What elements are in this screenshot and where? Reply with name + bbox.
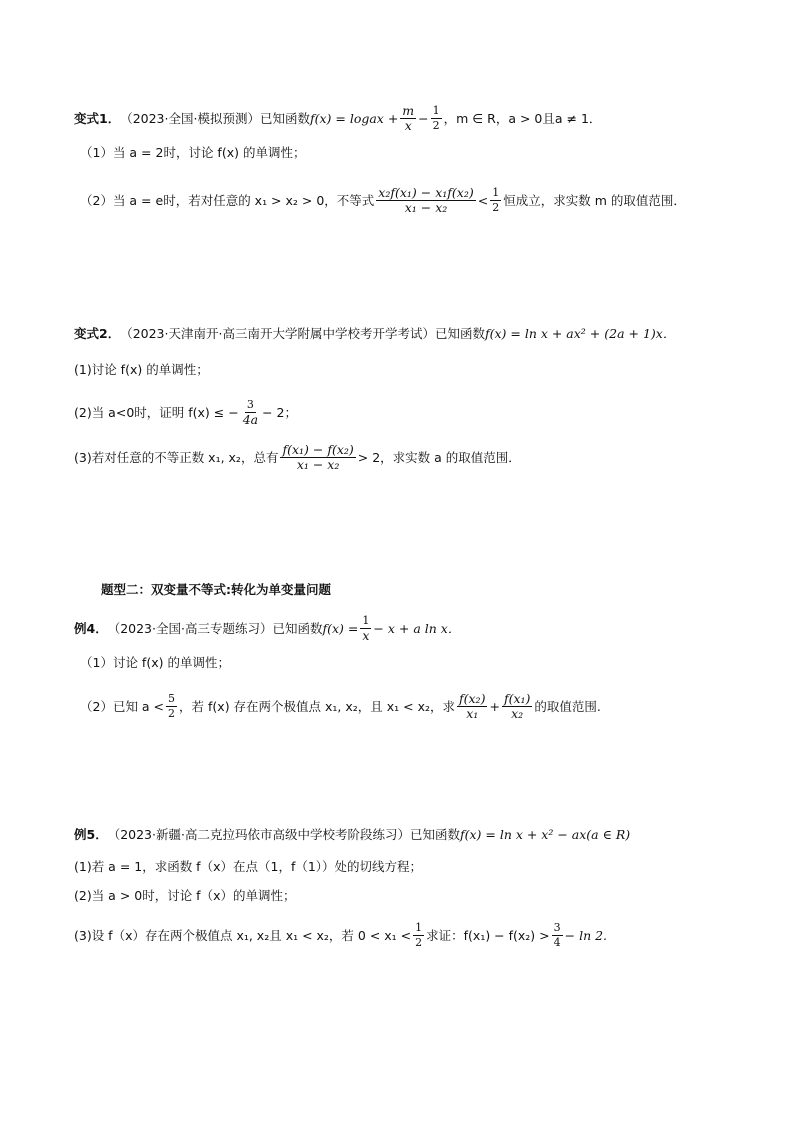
example5-label: 例5． [74,827,108,842]
minus-sign: − [418,110,429,126]
example5-q3-frac: $\frac{1}{2}$ [415,921,423,949]
variant1-condition: ，m ∈ R，a > 0且a ≠ 1． [443,110,602,126]
variant1-q1: （1）当 a = 2时，讨论 f(x) 的单调性； [80,145,306,160]
example4-stem: 例4． （2023·全国·高三专题练习）已知函数 f(x) = $\frac{1}{x}$ − x + a ln x． [74,614,461,643]
variant2-q3: (3)若对任意的不等正数 x₁, x₂，总有 $\frac{\text{f(x₁) − f(x₂)}}{\text{x₁ − x₂}}$ > 2，求实数 a 的取值范围． [74,442,521,472]
variant2-source: （2023·天津南开·高三南开大学附属中学校考开学考试）已知函数 [120,326,485,341]
log-base: a [369,110,377,126]
variant2-q1: (1)讨论 f(x) 的单调性； [74,362,209,377]
example5-q2: (2)当 a > 0时，讨论 f（x）的单调性； [74,888,296,903]
example4-q2: （2）已知 a < $\frac{5}{2}$ ，若 f(x) 存在两个极值点 x₁, x₂，且 x₁ < x₂，求 $\frac{\text{f(x₂)}}{\text{x₁}}$ + $\frac{\text{f(x₁)}}{\text{x₂}}$ 的取值范围. [80,691,601,721]
example4-label: 例4． [74,620,108,636]
example4-source: （2023·全国·高三专题练习）已知函数 [107,620,323,636]
variant1-label: 变式1． [74,110,121,126]
example5-q1: (1)若 a = 1，求函数 f（x）在点（1，f（1））处的切线方程； [74,859,423,874]
variant1-frac-m-over-x: $\frac{m}{x}$ [402,103,415,133]
variant2-q2: (2)当 a<0时，证明 f(x) ≤ − $\frac{3}{4a}$ − 2； [74,398,297,427]
example5-formula: f(x) = ln x + x² − ax(a ∈ R) [459,827,631,842]
variant1-q2-frac: $\frac{\text{x₂f(x₁) − x₁f(x₂)}}{\text{x₁ − x₂}}$ [378,185,474,215]
variant2-q3-frac: $\frac{\text{f(x₁) − f(x₂)}}{\text{x₁ − x₂}}$ [282,442,354,472]
example4-frac: $\frac{1}{x}$ [362,614,370,643]
example5-source: （2023·新疆·高二克拉玛依市高级中学校考阶段练习）已知函数 [107,827,460,842]
example5-stem [74,826,630,844]
variant1-stem [74,104,601,133]
variant2-q2-frac: $\frac{3}{4a}$ [242,398,259,427]
example4-q2-f1: $\frac{\text{f(x₂)}}{\text{x₁}}$ [459,691,486,721]
variant2-stem [74,325,675,343]
variant2-formula: f(x) = ln x + ax² + (2a + 1)x． [484,326,676,341]
variant1-source: （2023·全国·模拟预测）已知函数 [120,110,310,126]
example5-q3: (3)设 f（x）存在两个极值点 x₁, x₂且 x₁ < x₂，若 0 < x₁ < $\frac{1}{2}$ 求证：f(x₁) − f(x₂) > $\frac{3}{4}$ − ln 2. [74,921,608,949]
variant1-frac-half: $\frac{1}{2}$ [432,104,440,132]
example4-q2-frac: $\frac{5}{2}$ [168,692,176,720]
section-heading: 题型二：双变量不等式:转化为单变量问题 [101,582,331,597]
variant1-q2-half: $\frac{1}{2}$ [492,186,500,214]
example4-q1: （1）讨论 f(x) 的单调性； [80,655,230,670]
variant1-formula-pre: f(x) = log [309,110,370,126]
example4-q2-f2: $\frac{\text{f(x₁)}}{\text{x₂}}$ [503,691,531,721]
variant1-q2: （2）当 a = e时，若对任意的 x₁ > x₂ > 0，不等式 $\frac{\text{x₂f(x₁) − x₁f(x₂)}}{\text{x₁ − x₂}}$ < $\frac{1}{2}$ 恒成立，求实数 m 的取值范围． [80,185,686,215]
variant2-label: 变式2． [74,326,121,341]
example5-q3-frac2: $\frac{3}{4}$ [553,921,561,949]
variant1-formula-mid: x + [376,110,399,126]
